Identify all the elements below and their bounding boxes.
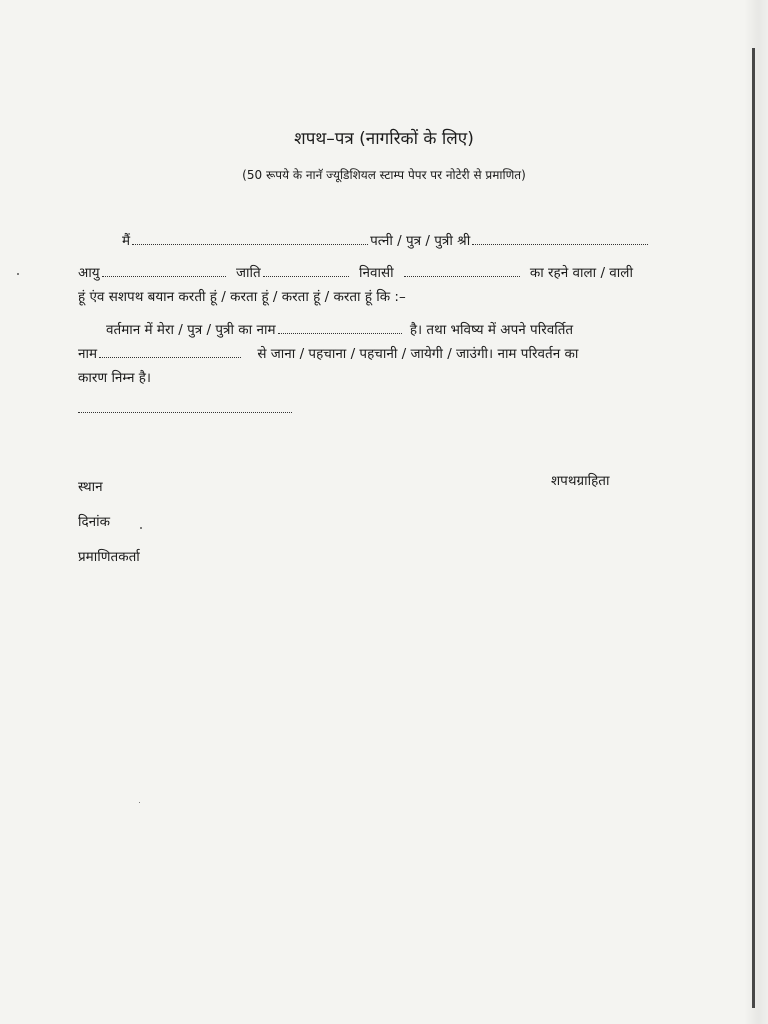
page-edge-shadow	[744, 0, 768, 1024]
changed-name-line	[78, 345, 578, 363]
blank-changed-name	[99, 353, 241, 358]
document-subtitle: (50 रूपये के नानॅ ज्यूडिशियल स्टाम्प पेपर पर नोटेरी से प्रमाणित)	[242, 168, 526, 182]
reason-heading: कारण निम्न है।	[78, 370, 152, 386]
blank-relative-name	[472, 240, 648, 245]
place-label: स्थान	[78, 479, 103, 495]
resident-label: निवासी	[358, 265, 394, 281]
scan-speck	[140, 527, 142, 529]
blank-current-name	[278, 329, 402, 334]
details-line	[78, 264, 633, 282]
current-name-line	[106, 321, 573, 339]
caste-label: जाति	[235, 265, 261, 281]
blank-caste	[263, 272, 349, 277]
current-name-label: वर्तमान में मेरा / पुत्र / पुत्री का नाम	[106, 322, 276, 338]
certifier-label: प्रमाणितकर्ता	[78, 549, 140, 565]
scan-speck	[17, 273, 19, 275]
deponent-label: शपथग्राहिता	[551, 473, 610, 489]
oath-statement: हूं एंव सशपथ बयान करती हूं / करता हूं / करता हूं / करता हूं कि :–	[78, 289, 406, 305]
blank-reason	[78, 408, 292, 413]
future-name-text: है। तथा भविष्य में अपने परिवर्तित	[409, 322, 574, 338]
known-as-text: से जाना / पहचाना / पहचानी / जायेगी / जाउंगी। नाम परिवर्तन का	[257, 346, 579, 362]
relation-label: पत्नी / पुत्र / पुत्री श्री	[370, 233, 471, 249]
declarant-name-line	[122, 232, 650, 250]
scan-speck	[139, 802, 140, 803]
blank-age	[102, 272, 226, 277]
date-label: दिनांक	[78, 514, 111, 530]
document-title: शपथ–पत्र (नागरिकों के लिए)	[294, 129, 474, 149]
resident-suffix: का रहने वाला / वाली	[529, 265, 633, 281]
blank-residence	[404, 272, 520, 277]
reason-line	[78, 400, 294, 418]
page-edge	[752, 48, 755, 1008]
declarant-label: मैं	[122, 233, 131, 249]
changed-name-label: नाम	[78, 346, 98, 362]
age-label: आयु	[78, 265, 100, 281]
blank-declarant-name	[132, 240, 368, 245]
